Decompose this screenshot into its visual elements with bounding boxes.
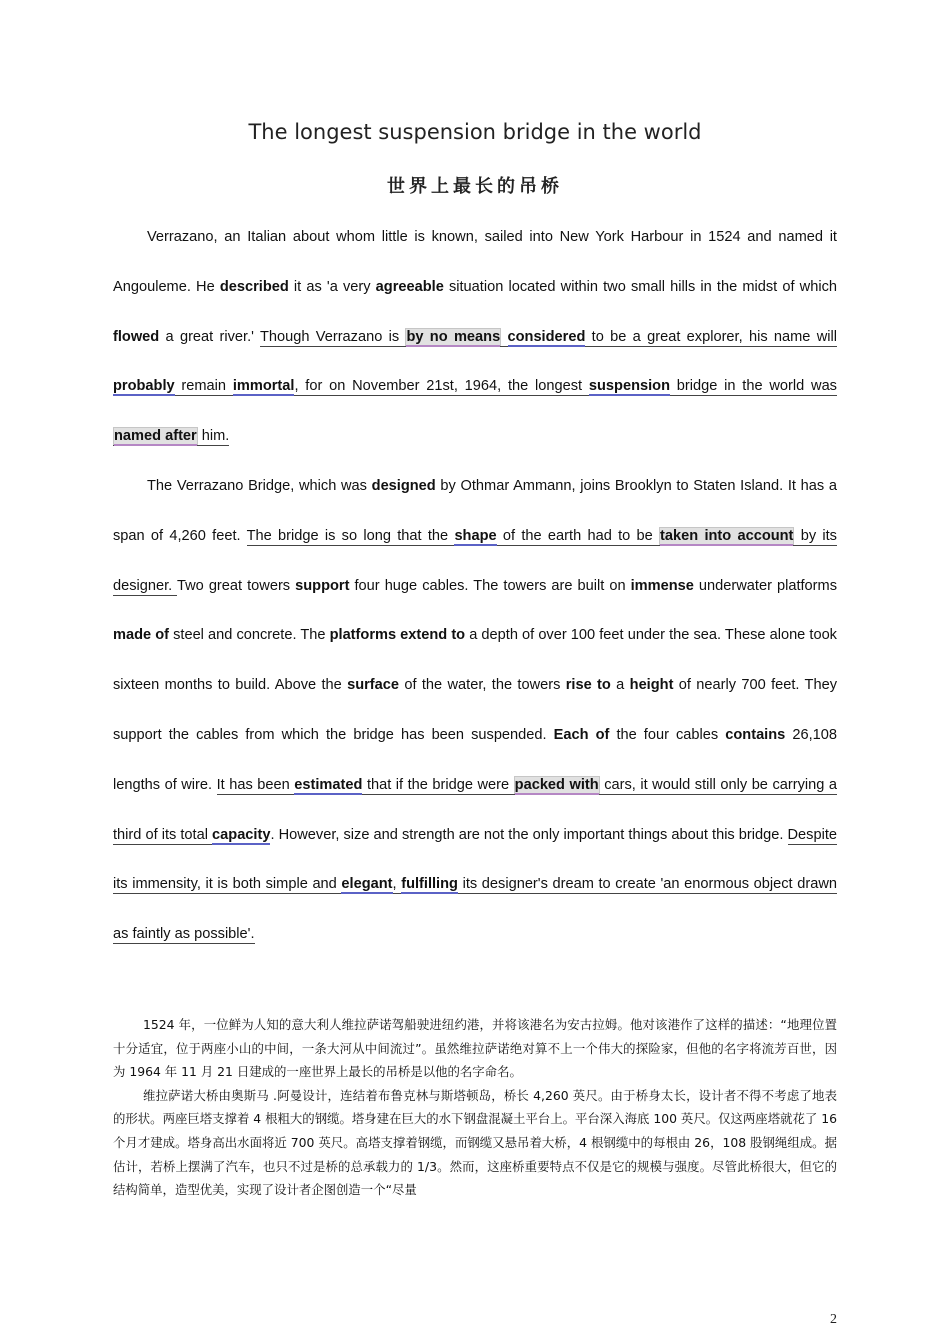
text-run: of the earth had to be xyxy=(496,527,660,544)
text-run: of the water, the towers xyxy=(399,677,566,694)
highlighted-phrase xyxy=(659,527,794,545)
text-run: steel and concrete. The xyxy=(169,627,330,644)
keyword: agreeable xyxy=(375,278,444,295)
text-run: the four cables xyxy=(609,726,726,743)
keyword: fulfilling xyxy=(401,876,458,893)
keyword: estimated xyxy=(294,776,363,793)
translation-paragraph-2: 维拉萨诺大桥由奥斯马 .阿曼设计，连结着布鲁克林与斯塔顿岛，桥长 4,260 英尺。由于桥身太长，设计者不得不考虑了地表的形状。两座巨塔支撑着 4 根粗大的钢缆。塔身建在巨大的水下钢盘混凝土平台上。平台深入海底 100 英尺。仅这两座塔就花了 16 个月才建成。塔身高出水面将近 700 英尺。高塔支撑着钢缆，而钢缆又悬吊着大桥，4 根钢缆中的每根由 26，108 股钢绳组成。据估计，若桥上摆满了汽车，也只不过是桥的总承载力的 1/3。然而，这座桥重要特点不仅是它的规模与强度。尽管此桥很大，但它的结构简单，造型优美，实现了设计者企图创造一个“尽量 xyxy=(113,1087,837,1198)
text-run: Verrazano, an Italian about whom little is known, sailed into New York Harbour in 1524 and named it Angouleme. He xyxy=(113,229,837,295)
text-run: its designer's dream to create 'an enormous object drawn as faintly as possible'. xyxy=(113,876,837,943)
text-run: The Verrazano Bridge, which was xyxy=(147,477,372,494)
page-number: 2 xyxy=(830,1312,837,1327)
text-run: situation located within two small hills in the midst of which xyxy=(443,278,837,295)
highlighted-phrase xyxy=(113,427,198,445)
keyword: described xyxy=(219,278,289,295)
keyword: elegant xyxy=(341,876,393,893)
keyword: contains xyxy=(725,726,786,743)
keyword: support xyxy=(295,577,350,594)
text-run: , for on November 21st, 1964, the longest xyxy=(294,378,589,395)
keyword: shape xyxy=(454,527,497,544)
keyword: Each of xyxy=(553,726,610,743)
keyword: named after xyxy=(114,428,197,445)
text-run: remain xyxy=(174,378,233,395)
translation-paragraph-1: 1524 年，一位鲜为人知的意大利人维拉萨诺驾船驶进纽约港，并将该港名为安古拉姆。他对该港作了这样的描述：“地理位置十分适宜，位于两座小山的中间，一条大河从中间流过”。虽然维拉萨诺绝对算不上一个伟大的探险家，但他的名字将流芳百世，因为 1964 年 11 月 21 日建成的一座世界上最长的吊桥是以他的名字命名。 xyxy=(113,1017,837,1080)
keyword: capacity xyxy=(212,826,271,843)
english-passage xyxy=(113,213,837,960)
english-title: The longest suspension bridge in the world xyxy=(248,120,702,144)
text-run: 26,108 lengths of wire. xyxy=(113,726,837,793)
text-run: cars, it would still only be carrying a third of its total xyxy=(113,776,837,843)
text-run: four huge cables. The towers are built on xyxy=(349,577,631,594)
text-run: , xyxy=(392,876,402,893)
keyword: flowed xyxy=(113,328,160,345)
keyword: height xyxy=(629,677,674,694)
keyword: immense xyxy=(630,577,694,594)
keyword: suspension xyxy=(588,378,670,395)
text-run: it as 'a very xyxy=(288,278,376,295)
underlined-sentence xyxy=(113,329,837,447)
text-run: Though Verrazano is xyxy=(259,328,406,345)
text-run: Despite its immensity, it is both simple and xyxy=(113,826,837,893)
highlighted-phrase xyxy=(405,328,501,346)
chinese-title: 世界上最长的吊桥 xyxy=(387,176,563,197)
keyword: surface xyxy=(347,677,400,694)
keyword: probably xyxy=(113,378,175,395)
text-run: of nearly 700 feet. They support the cables from which the bridge has been suspended. xyxy=(113,677,838,743)
paragraph-2 xyxy=(113,462,837,960)
keyword: taken into account xyxy=(660,527,794,544)
keyword: considered xyxy=(507,328,586,345)
keyword: immortal xyxy=(232,378,295,395)
text-run: The bridge is so long that the xyxy=(246,527,455,544)
text-run: Two great towers xyxy=(177,577,296,594)
text-run: to be a great explorer, his name will xyxy=(585,328,837,345)
text-run: that if the bridge were xyxy=(362,776,514,793)
keyword: designed xyxy=(371,477,436,494)
text-run: underwater platforms xyxy=(693,577,837,594)
keyword: rise to xyxy=(565,677,611,694)
text-run: a xyxy=(610,677,630,694)
keyword: made of xyxy=(113,627,169,644)
chinese-translation xyxy=(113,1013,837,1202)
keyword: by no means xyxy=(406,328,501,345)
text-run: a great river.' xyxy=(159,328,260,345)
keyword: platforms extend to xyxy=(329,627,466,644)
text-run: by its designer. xyxy=(113,527,837,594)
text-run: him. xyxy=(197,428,230,445)
text-run: . However, size and strength are not the only important things about this bridge. xyxy=(270,826,788,843)
keyword: packed with xyxy=(514,776,599,793)
highlighted-phrase xyxy=(514,776,600,794)
paragraph-1 xyxy=(113,213,837,462)
text-run: bridge in the world was xyxy=(670,378,837,395)
text-run: It has been xyxy=(216,776,295,793)
text-run: a depth of over 100 feet under the sea. These alone took sixteen months to build. Above the xyxy=(113,627,837,694)
text-run: by Othmar Ammann, joins Brooklyn to Staten Island. It has a span of 4,260 feet. xyxy=(113,477,837,544)
